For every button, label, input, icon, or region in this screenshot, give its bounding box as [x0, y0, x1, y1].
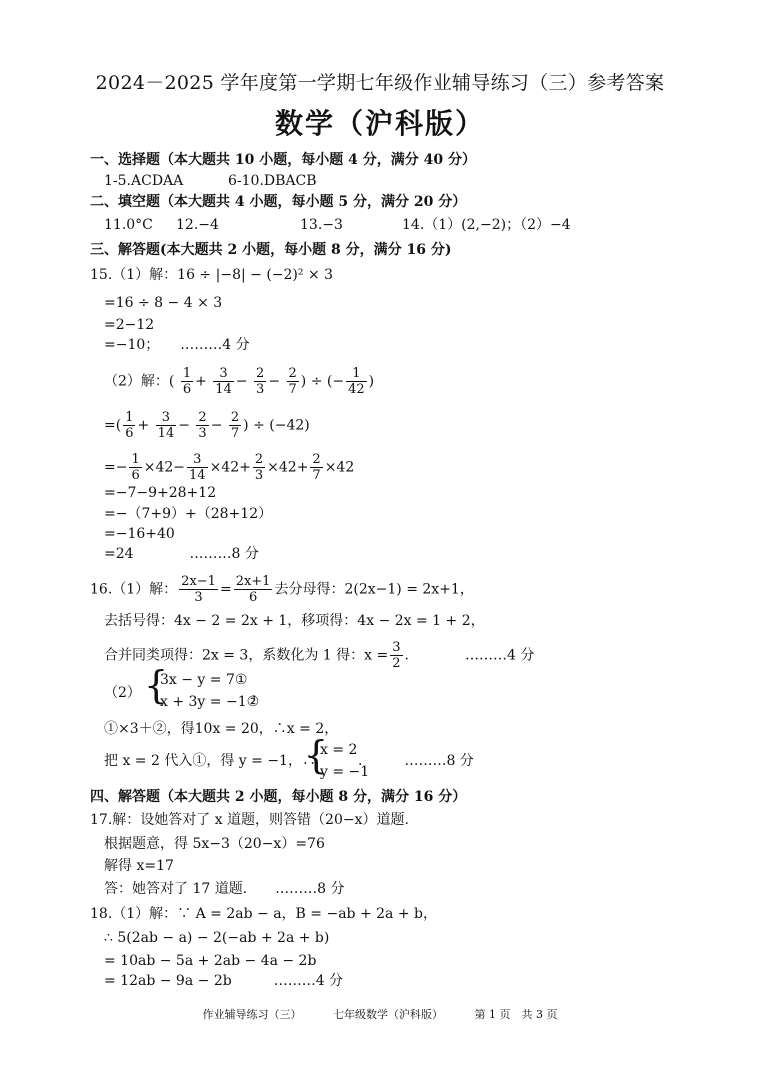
q16-part1-line1: 16.（1）解： $\frac{2x-1}{3}$ = $\frac{2x+1}{6}$ 去分母得：2(2x−1) = 2x+1， [90, 574, 474, 605]
fraction-2x+1-6: $\frac{2x+1}{6}$ [235, 574, 271, 605]
fraction-2-7: $\frac{2}{7}$ [230, 410, 240, 441]
q15-part2-line5: =−（7+9）+（28+12） [104, 506, 273, 522]
q18-line1: 18.（1）解：∵ A = 2ab − a，B = −ab + 2a + b， [90, 906, 437, 922]
page-footer [0, 1006, 760, 1022]
equation-1: 3x − y = 7① [160, 672, 248, 688]
q16-part1-line2: 去括号得：4x − 2 = 2x + 1，移项得：4x − 2x = 1 + 2， [104, 613, 485, 629]
fraction-2x-1-3: $\frac{2x-1}{3}$ [181, 574, 216, 605]
fraction-3-14: $\frac{3}{14}$ [157, 410, 175, 441]
q15-part1-line4: =−10； ………4 分 [104, 337, 250, 353]
section-2-heading: 二、填空题（本大题共 4 小题，每小题 5 分，满分 20 分） [90, 194, 467, 210]
section-4-heading: 四、解答题（本大题共 2 小题，每小题 8 分，满分 16 分） [90, 789, 467, 805]
fraction-2-3: $\frac{2}{3}$ [198, 410, 207, 441]
equation-2: x + 3y = −1② [160, 694, 260, 710]
answer-13: 13.−3 [300, 217, 343, 233]
fraction-3-14: $\frac{3}{14}$ [215, 366, 232, 397]
footer-page: 第 1 页 共 3 页 [474, 1008, 558, 1021]
answer-11: 11.0°C [104, 217, 153, 233]
section-3-heading: 三、解答题(本大题共 2 小题，每小题 8 分，满分 16 分) [90, 242, 452, 258]
q15-part1-line1: 15.（1）解：16 ÷ |−8| − (−2)² × 3 [90, 267, 334, 283]
fraction-1-6: $\frac{1}{6}$ [125, 410, 134, 441]
q16-part2-line2: ①×3＋②，得10x = 20，∴x = 2， [104, 721, 339, 737]
q15-part1-line3: =2−12 [104, 317, 155, 333]
q15-part1-line2: =16 ÷ 8 − 4 × 3 [104, 295, 223, 311]
section-1-heading: 一、选择题（本大题共 10 小题，每小题 4 分，满分 40 分） [90, 152, 476, 168]
q17-line2: 根据题意，得 5x−3（20−x）=76 [104, 836, 325, 852]
q16-score: . ………8 分 [358, 753, 474, 769]
footer-mid: 七年级数学（沪科版） [333, 1008, 443, 1021]
equation-system-2 [304, 733, 370, 784]
q18-line2: ∴ 5(2ab − a) − 2(−ab + 2a + b) [104, 930, 330, 946]
fraction-2-7: $\frac{2}{7}$ [288, 366, 297, 397]
q15-part2-line6: =−16+40 [104, 526, 175, 542]
q15-part2-line4: =−7−9+28+12 [104, 485, 217, 501]
answer-1-5: 1-5.ACDAA [104, 173, 184, 189]
q18-line3: = 10ab − 5a + 2ab − 4a − 2b [104, 953, 317, 969]
minus-sign: − [332, 373, 345, 390]
footer-left: 作业辅导练习（三） [202, 1008, 302, 1021]
equation-system-1 [144, 663, 264, 714]
q15-part2-line1: （2）解：( $\frac{1}{6}$ + $\frac{3}{14}$ − $\frac{2}{3}$ − $\frac{2}{7}$ ) ÷ (− $\frac{1}{42}$ ) [104, 366, 375, 397]
q16-part2-label: （2） [104, 685, 141, 701]
brace-icon: { [144, 663, 169, 707]
q16-part1-line3: 合并同类项得：2x = 3，系数化为 1 得：x = $\frac{3}{2}$ . ………4 分 [104, 640, 535, 671]
fraction-2-7: $\frac{2}{7}$ [312, 452, 321, 483]
q15-part2-line3: =− $\frac{1}{6}$ ×42− $\frac{3}{14}$ ×42+ $\frac{2}{3}$ ×42+ $\frac{2}{7}$ ×42 [104, 452, 355, 483]
q17-line1: 17.解：设她答对了 x 道题，则答错（20−x）道题. [90, 812, 409, 828]
comma: ， [252, 685, 266, 701]
solution-y: y = −1 [320, 764, 370, 780]
fraction-1-6: $\frac{1}{6}$ [182, 366, 192, 397]
document-subtitle: 数学（沪科版） [274, 107, 485, 140]
q15-part2-line2: =( $\frac{1}{6}$ + $\frac{3}{14}$ − $\frac{2}{3}$ − $\frac{2}{7}$ ) ÷ (−42) [104, 410, 310, 441]
q17-line4: 答：她答对了 17 道题. ………8 分 [104, 881, 345, 897]
fraction-1-6: $\frac{1}{6}$ [131, 452, 140, 483]
fraction-3-14: $\frac{3}{14}$ [189, 452, 206, 483]
fraction-2-3: $\frac{2}{3}$ [254, 452, 264, 483]
answer-6-10: 6-10.DBACB [228, 173, 317, 189]
brace-icon: { [304, 733, 329, 777]
answer-12: 12.−4 [176, 217, 219, 233]
q17-line3: 解得 x=17 [104, 858, 174, 874]
document-title: 2024－2025 学年度第一学期七年级作业辅导练习（三）参考答案 [95, 72, 665, 94]
fraction-2-3: $\frac{2}{3}$ [256, 366, 265, 397]
solution-x: x = 2 [320, 742, 358, 758]
fraction-3-2: $\frac{3}{2}$ [392, 640, 401, 671]
fraction-1-42: $\frac{1}{42}$ [348, 366, 365, 397]
answer-14: 14.（1）(2,−2)；（2）−4 [402, 217, 571, 233]
q15-part2-prefix: （2）解：( [104, 373, 175, 390]
q18-line4: = 12ab − 9a − 2b ………4 分 [104, 973, 344, 989]
q15-part2-line7: =24 ………8 分 [104, 546, 259, 562]
q16-part2-line3: 把 x = 2 代入①，得 y = −1，∴ [104, 753, 316, 769]
